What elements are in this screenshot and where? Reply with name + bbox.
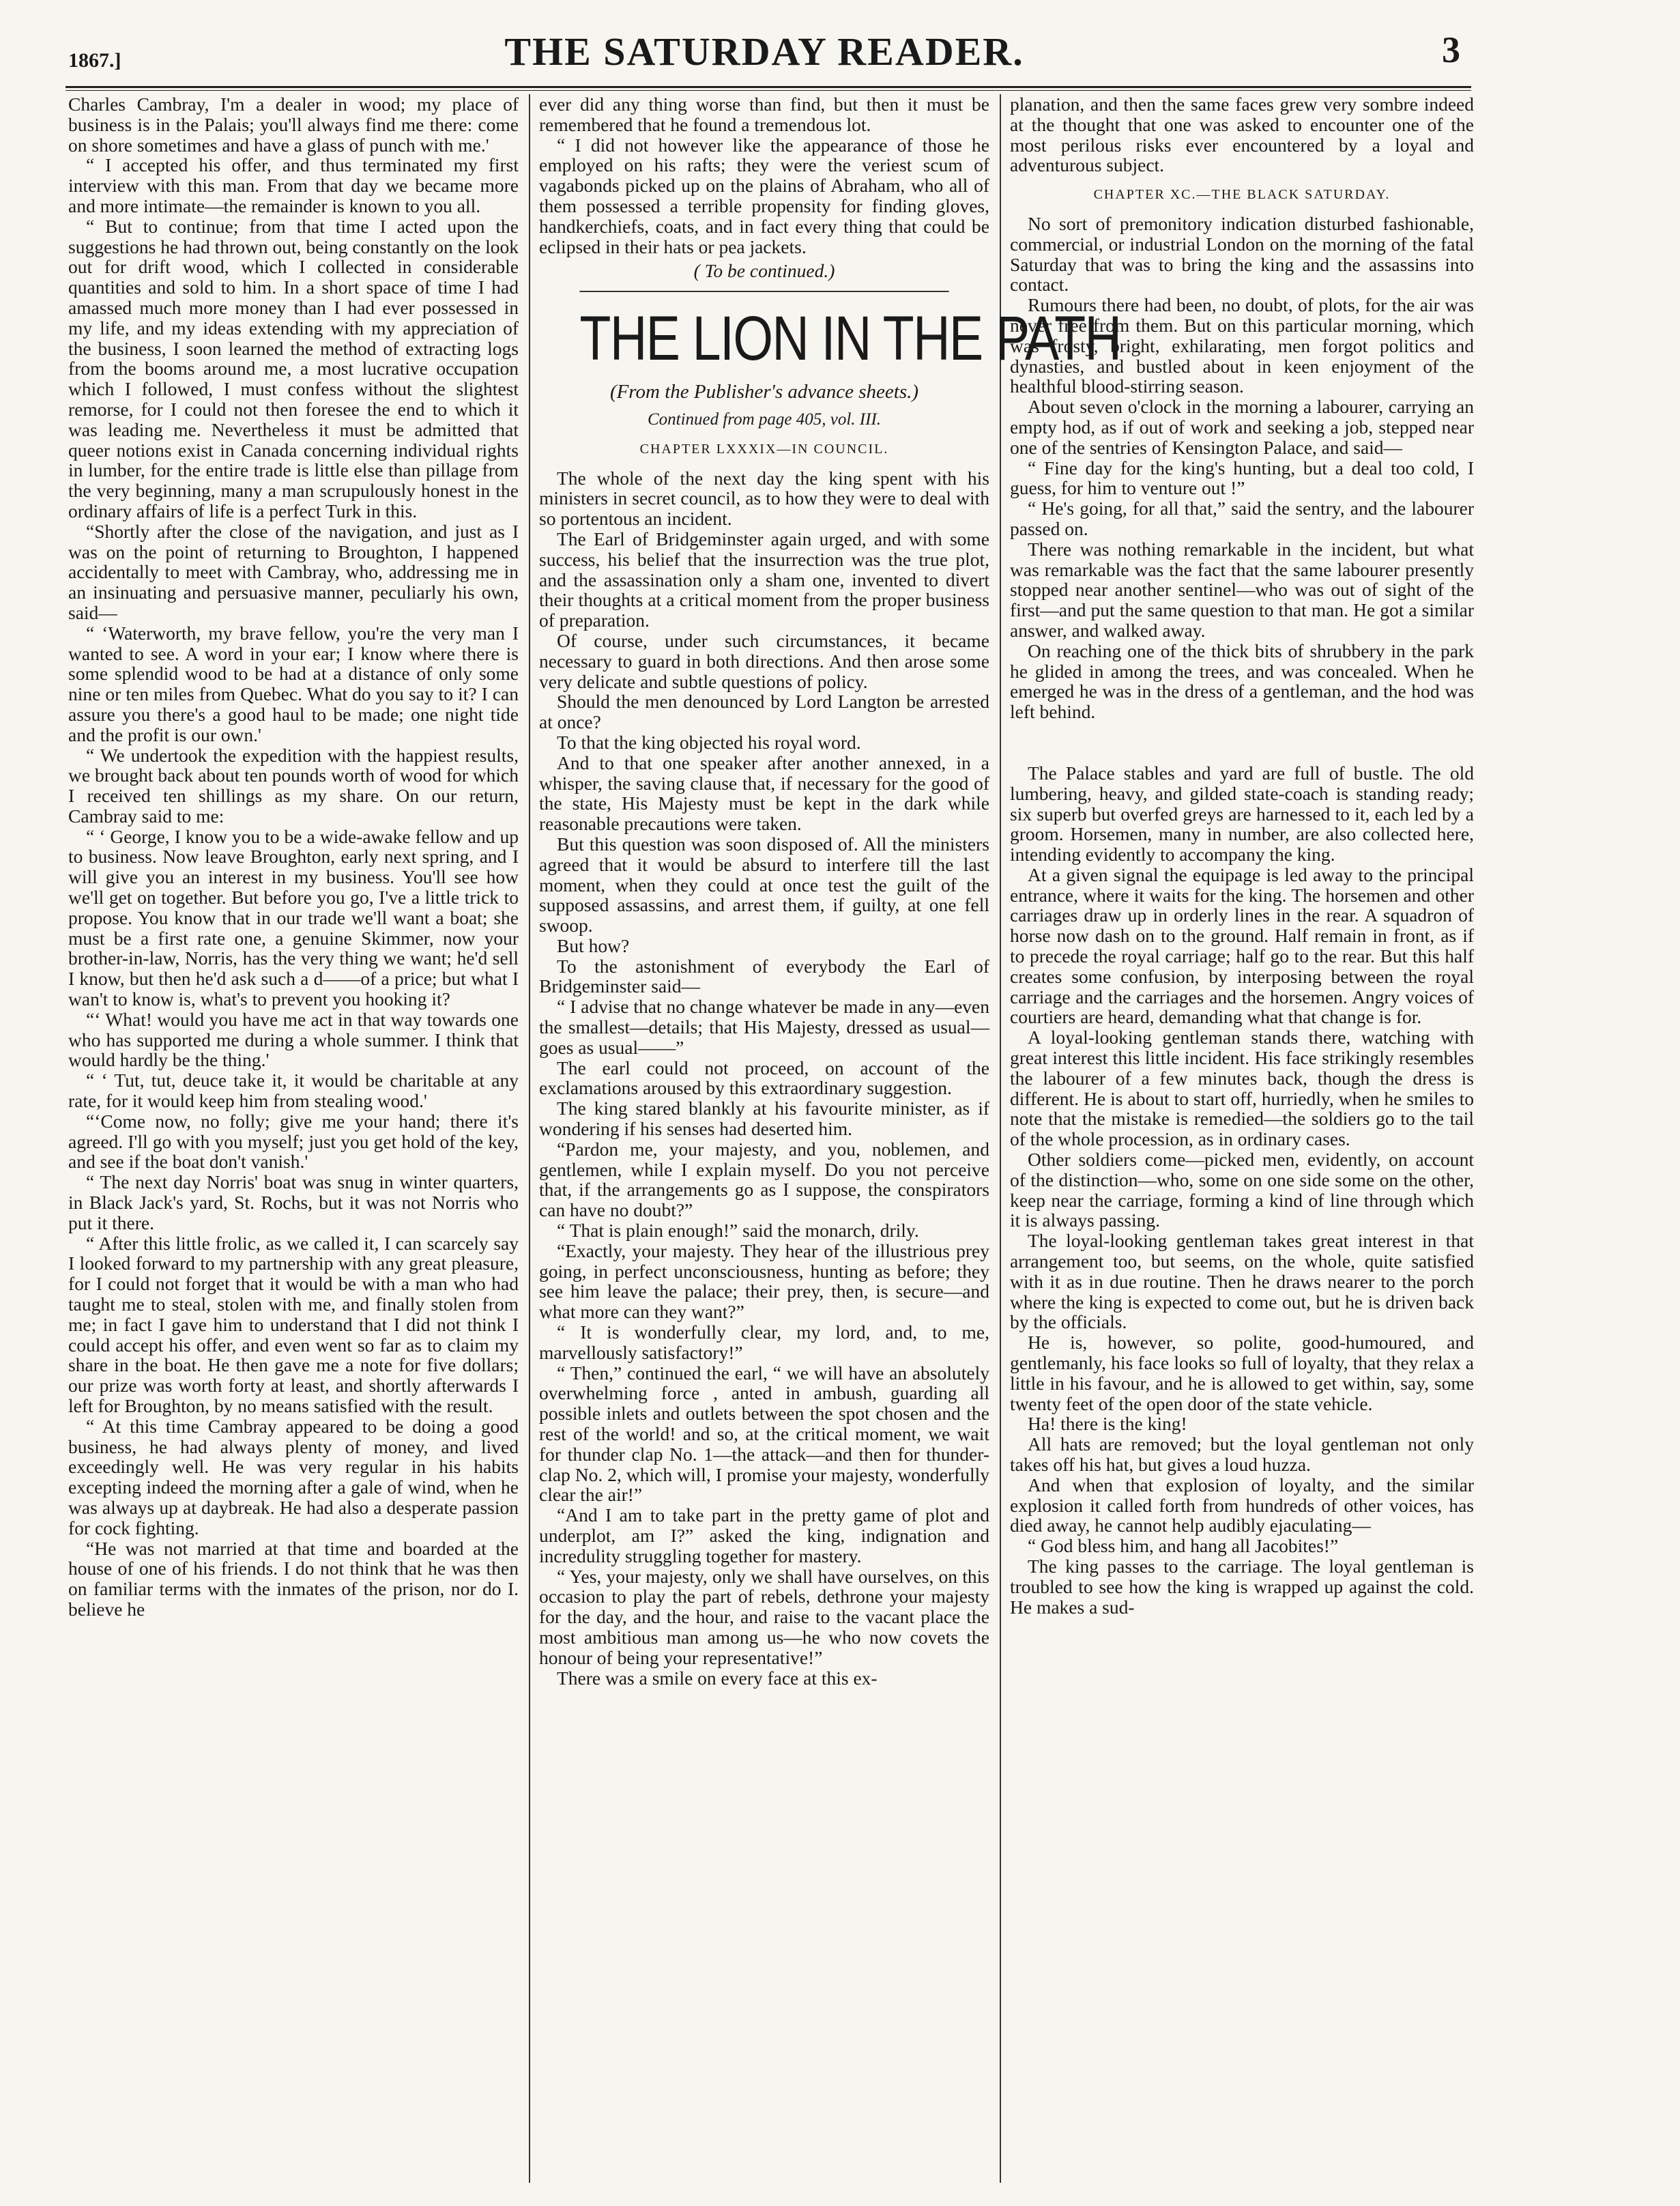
paragraph: A loyal-looking gentleman stands there, watching with great interest this little incident. His face strikingly resembles the labourer of a few minutes back, though the dress is different. He is about to start off, hurriedly, when he smiles to note that the mistake is remedied—the soldiers go to the tail of the whole procession, as in ordinary cases. xyxy=(1010,1027,1474,1150)
paragraph: “ The next day Norris' boat was snug in winter quarters, in Black Jack's yard, St. Rochs, but it was not Norris who put it there. xyxy=(68,1171,519,1233)
paragraph: The earl could not proceed, on account of the exclamations aroused by this extraordinary suggestion. xyxy=(539,1057,989,1099)
paragraph: The king stared blankly at his favourite minister, as if wondering if his senses had deserted him. xyxy=(539,1098,989,1140)
paragraph: “ God bless him, and hang all Jacobites!” xyxy=(1028,1535,1339,1557)
source-line: (From the Publisher's advance sheets.) xyxy=(609,381,919,403)
paragraph: Rumours there had been, no doubt, of plots, for the air was never free from them. But on this particular morning, which was frosty, bright, exhilarating, men forgot politics and dynasties, and bustled about in keen enjoyment of the healthful blood-stirring season. xyxy=(1010,294,1474,397)
paragraph: “ I advise that no change whatever be made in any—even the smallest—details; that His Majesty, dressed as usual—goes as usual——” xyxy=(539,996,989,1058)
paragraph: Should the men denounced by Lord Langton be arrested at once? xyxy=(539,691,989,733)
paragraph: All hats are removed; but the loyal gentleman not only takes off his hat, but gives a loud huzza. xyxy=(1010,1433,1474,1475)
paragraph: “ ‘ George, I know you to be a wide-awake fellow and up to business. Now leave Broughton, early next spring, and I will give you an interest in my business. You'll see how we'll get on together. But before you go, I've a little trick to propose. You know that in our trade we'll want a boat; she must be a first rate one, a genuine Skimmer, now your brother-in-law, Norris, has the very thing we want; he'd sell I know, but then he'd ask such a d——of a price; but what I wan't to know is, what's to prevent you hooking it? xyxy=(68,825,519,1010)
story-title: THE LION IN THE PATH xyxy=(579,291,948,373)
paragraph: “ That is plain enough!” said the monarch, drily. xyxy=(557,1220,919,1242)
paragraph: “ It is wonderfully clear, my lord, and, to me, marvellously satisfactory!” xyxy=(539,1321,989,1363)
publication-title: THE SATURDAY READER. xyxy=(504,29,1024,74)
paragraph: “ ‘Waterworth, my brave fellow, you're the very man I wanted to see. A word in your ear; I know where there is some splendid wood to be had at a distance of only some nine or ten miles from Quebec. What do you say to it? I can assure you there's a good haul to be made; one night tide and the profit is our own.' xyxy=(68,622,519,745)
paragraph: There was nothing remarkable in the incident, but what was remarkable was the fact that the same labourer presently stopped near another sentinel—who was out of sight of the first—and put the same question to that man. He got a similar answer, and walked away. xyxy=(1010,538,1474,641)
paragraph: Ha! there is the king! xyxy=(1028,1413,1187,1435)
paragraph: But this question was soon disposed of. All the ministers agreed that it would be absurd to interfere till the last moment, when they could at once test the guilt of the supposed assassins, and arrest them, if guilty, at one fell swoop. xyxy=(539,833,989,936)
column-3 xyxy=(1010,94,1474,2183)
paragraph: Of course, under such circumstances, it became necessary to guard in both directions. And then arose some very delicate and subtle questions of policy. xyxy=(539,629,989,692)
paragraph: There was a smile on every face at this ex- xyxy=(557,1667,878,1689)
paragraph: At a given signal the equipage is led away to the principal entrance, where it waits for the king. The horsemen and other carriages draw up in orderly lines in the rear. A squadron of horse now dash on to the ground. Half remain in front, as if to precede the royal carriage; half go to the rear. But this half creates some confusion, by interposing between the royal carriage and the carriages and the horsemen. Angry voices of courtiers are heard, demanding what that change is for. xyxy=(1010,863,1474,1028)
paragraph: “ We undertook the expedition with the happiest results, we brought back about ten pounds worth of wood for which I received ten shillings as my share. On our return, Cambray said to me: xyxy=(68,744,519,827)
paragraph: “ Yes, your majesty, only we shall have ourselves, on this occasion to play the part of rebels, dethrone your majesty for the day, and the hour, and raise to the vacant place the most ambitious man among us—he who now covets the honour of being your representative!” xyxy=(539,1565,989,1668)
paragraph: No sort of premonitory indication disturbed fashionable, commercial, or industrial London on the morning of the fatal Saturday that was to bring the king and the assassins into contact. xyxy=(1010,212,1474,296)
paragraph: “ Then,” continued the earl, “ we will have an absolutely overwhelming force , anted in ambush, guarding all possible inlets and outlets between the spot chosen and the rest of the world! and so, at the critical moment, we wait for thunder clap No. 1—the attack—and then for thunder-clap No. 2, which will, I promise your majesty, wonderfully clear the air!” xyxy=(539,1362,989,1506)
paragraph: The whole of the next day the king spent with his ministers in secret council, as to how they were to deal with so portentous an incident. xyxy=(539,467,989,530)
paragraph: “Shortly after the close of the navigation, and just as I was on the point of returning to Broughton, I happened accidentally to meet with Cambray, who, addressing me in an insinuating and persuasive manner, peculiarly his own, said— xyxy=(68,520,519,623)
paragraph: ever did any thing worse than find, but then it must be remembered that he found a tremendous lot. xyxy=(539,94,989,135)
paragraph: “Pardon me, your majesty, and you, noblemen, and gentlemen, while I explain myself. Do you not perceive that, if the arrangements go as I suppose, the conspirators can have no doubt?” xyxy=(539,1138,989,1221)
paragraph: But how? xyxy=(557,934,630,956)
paragraph: “ At this time Cambray appeared to be doing a good business, he had always plenty of money, and lived exceedingly well. He was very regular in his habits excepting indeed the morning after a gale of wind, when he was always up at daybreak. He had also a desperate passion for cock fighting. xyxy=(68,1415,519,1538)
paragraph: “ ‘ Tut, tut, deuce take it, it would be charitable at any rate, for it would keep him from stealing wood.' xyxy=(68,1070,519,1112)
paragraph: “And I am to take part in the pretty game of plot and underplot, am I?” asked the king, indignation and incredulity struggling together for mastery. xyxy=(539,1504,989,1566)
paragraph: To that the king objected his royal word. xyxy=(557,731,861,753)
header-rule xyxy=(66,86,1471,91)
column-divider xyxy=(529,94,530,2183)
paragraph: “ But to continue; from that time I acted upon the suggestions he had thrown out, being constantly on the look out for drift wood, which I collected in considerable quantities and sold to him. In a short space of time I had amassed much more money than I had ever possessed in my life, and my ideas extending with my appreciation of the business, I soon learned the method of extracting logs from the booms around me, a most lucrative occupation which I followed, I must confess without the slightest remorse, for I could not then foresee the end to which it was leading me. Nevertheless it must be admitted that queer notions exist in Canada concerning individual rights in lumber, for the entire trade is little else than pillage from the very beginning, many a man scrupulously honest in the ordinary affairs of life is a perfect Turk in this. xyxy=(68,215,519,521)
paragraph: Charles Cambray, I'm a dealer in wood; my place of business is in the Palais; you'll always find me there: come on shore sometimes and have a glass of punch with me.' xyxy=(68,94,519,156)
paragraph: “‘Come now, no folly; give me your hand; there it's agreed. I'll go with you myself; just you get hold of the key, and see if the boat don't vanish.' xyxy=(68,1110,519,1173)
paragraph: The Earl of Bridgeminster again urged, and with some success, his belief that the insurrection was the true plot, and the assassination only a sham one, invented to divert their thoughts at a critical moment from the proper business of preparation. xyxy=(539,528,989,631)
paragraph: Other soldiers come—picked men, evidently, on account of the distinction—who, some on one side some on the other, keep near the carriage, forming a kind of line through which it is always passing. xyxy=(1010,1149,1474,1231)
paragraph: “ After this little frolic, as we called it, I can scarcely say I looked forward to my partnership with any great pleasure, for I could not forget that it would be with a man who had taught me to steal, stolen with me, and finally stolen from me; in fact I gave him to understand that I did not think I could accept his offer, and even went so far as to claim my share in the boat. He then gave me a note for five dollars; our prize was worth forty at least, and shortly afterwards I left for Broughton, by no means satisfied with the result. xyxy=(68,1232,519,1416)
paragraph: “He was not married at that time and boarded at the house of one of his friends. I do not think that he was then on familiar terms with the inmates of the prison, nor do I. believe he xyxy=(68,1537,519,1620)
paragraph: The loyal-looking gentleman takes great interest in that arrangement too, but seems, on the whole, quite satisfied with it as in due routine. Then he draws nearer to the porch where the king is expected to come out, but he is driven back by the officials. xyxy=(1010,1230,1474,1333)
paragraph: planation, and then the same faces grew very sombre indeed at the thought that one was asked to encounter one of the most perilous risks ever encountered by a loyal and adventurous subject. xyxy=(1010,94,1474,176)
column-1 xyxy=(68,94,519,2183)
paragraph: “Exactly, your majesty. They hear of the illustrious prey going, in perfect unconsciousness, hunting as before; they see him leave the palace; their prey, then, is secure—and what more can they want?” xyxy=(539,1240,989,1323)
to-be-continued: ( To be continued.) xyxy=(693,260,835,282)
column-divider xyxy=(1000,94,1001,2183)
paragraph: “ I accepted his offer, and thus terminated my first interview with this man. From that day we became more and more intimate—the remainder is known to you all. xyxy=(68,154,519,216)
paragraph: About seven o'clock in the morning a labourer, carrying an empty hod, as if out of work and seeking a job, stepped near one of the sentries of Kensington Palace, and said— xyxy=(1010,396,1474,458)
paragraph: And when that explosion of loyalty, and the similar explosion it called forth from hundreds of other voices, has died away, he cannot help audibly ejaculating— xyxy=(1010,1474,1474,1536)
section-break xyxy=(1010,722,1474,763)
chapter-heading: CHAPTER LXXXIX—IN COUNCIL. xyxy=(639,441,889,457)
paragraph: “‘ What! would you have me act in that way towards one who has supported me during a whole summer. I think that would hardly be the thing.' xyxy=(68,1008,519,1071)
page-number: 3 xyxy=(1442,29,1460,70)
paragraph: And to that one speaker after another annexed, in a whisper, the saving clause that, if necessary for the good of the state, His Majesty must be kept in the dark while reasonable precautions were taken. xyxy=(539,751,989,835)
chapter-heading: CHAPTER XC.—THE BLACK SATURDAY. xyxy=(1093,187,1391,203)
continued-line: Continued from page 405, vol. III. xyxy=(647,410,882,429)
paragraph: The king passes to the carriage. The loyal gentleman is troubled to see how the king is wrapped up against the cold. He makes a sud- xyxy=(1010,1555,1474,1618)
paragraph: He is, however, so polite, good-humoured, and gentlemanly, his face looks so full of loyalty, that they relax a little in his favour, and he is allowed to get within, say, some twenty feet of the open door of the state vehicle. xyxy=(1010,1332,1474,1414)
issue-date: 1867.] xyxy=(68,49,121,72)
paragraph: “ He's going, for all that,” said the sentry, and the labourer passed on. xyxy=(1010,498,1474,539)
paragraph: The Palace stables and yard are full of bustle. The old lumbering, heavy, and gilded state-coach is standing ready; six superb but overfed greys are harnessed to it, each led by a groom. Horsemen, many in number, are also collected here, intending evidently to accompany the king. xyxy=(1010,762,1474,865)
paragraph: “ Fine day for the king's hunting, but a deal too cold, I guess, for him to venture out !” xyxy=(1010,457,1474,499)
page-header xyxy=(68,29,1460,76)
paragraph: On reaching one of the thick bits of shrubbery in the park he glided in among the trees, and was concealed. When he emerged he was in the dress of a gentleman, and the hod was left behind. xyxy=(1010,640,1474,723)
paragraph: To the astonishment of everybody the Earl of Bridgeminster said— xyxy=(539,955,989,997)
paragraph: “ I did not however like the appearance of those he employed on his rafts; they were the veriest scum of vagabonds picked up on the plains of Abraham, who all of them possessed a terrible propensity for finding gloves, handkerchiefs, coats, and in fact every thing that could be eclipsed in their hats or pea jackets. xyxy=(539,134,989,257)
